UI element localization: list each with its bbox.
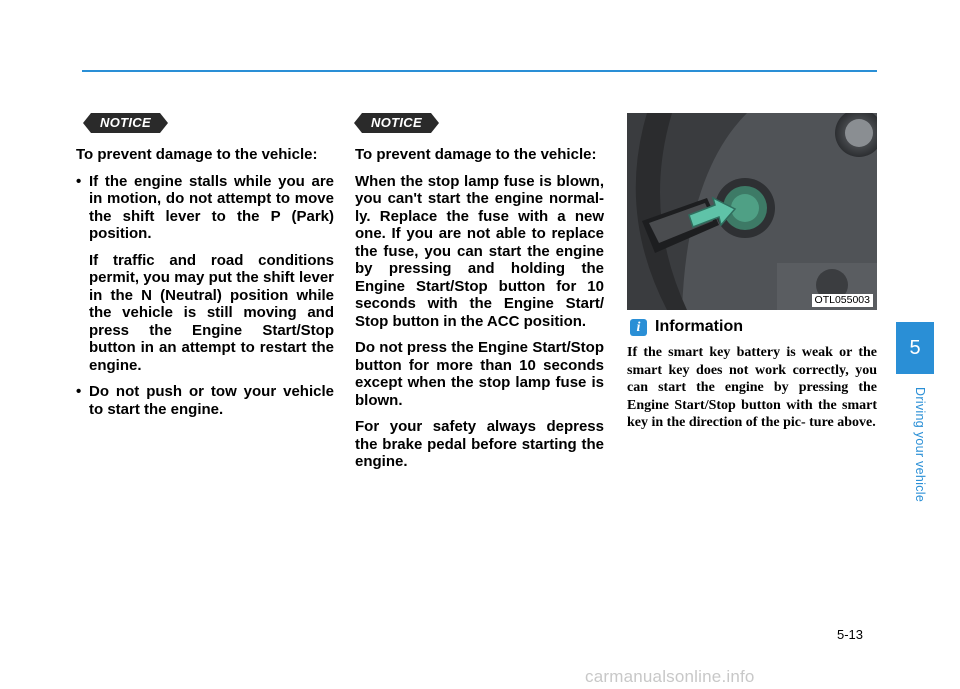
left-bullet-1-text: If the engine stalls while you are in motion, do not attempt to move the shift lever to the P (Park) position. bbox=[89, 172, 334, 242]
left-heading: To prevent damage to the vehicle: bbox=[76, 146, 318, 163]
start-button-photo bbox=[627, 113, 877, 310]
left-bullet-2 bbox=[76, 383, 334, 418]
middle-column bbox=[355, 146, 604, 480]
left-column bbox=[76, 146, 334, 427]
page-number: 5-13 bbox=[837, 627, 864, 642]
bullet-dot: • bbox=[76, 172, 82, 190]
figure-caption: OTL055003 bbox=[812, 294, 873, 307]
info-icon: i bbox=[630, 319, 647, 336]
watermark: carmanualsonline.info bbox=[585, 667, 755, 686]
notice-badge-left: NOTICE bbox=[91, 113, 160, 133]
left-bullet-1-cont: If traffic and road conditions permit, you may put the shift lever in the N (Neutral) position while the vehicle is still moving and press the Engine Start/Stop button in an attempt to restart the engine. bbox=[89, 251, 334, 374]
bullet-dot: • bbox=[76, 383, 82, 400]
notice-badge-middle: NOTICE bbox=[362, 113, 431, 133]
chapter-number-tab: 5 bbox=[896, 322, 934, 374]
information-title: Information bbox=[655, 318, 743, 335]
middle-paragraph-1: When the stop lamp fuse is blown, you can't start the engine normal- ly. Replace the fuse with a new one. If you are not able to replace the fuse, you can start the engine by pressing and holding the Engine Start/Stop button for 10 seconds with the Engine Start/ Stop button in the ACC position. bbox=[355, 172, 604, 330]
middle-paragraph-2: Do not press the Engine Start/Stop button for more than 10 seconds except when the stop lamp fuse is blown. bbox=[355, 339, 604, 409]
left-bullet-1 bbox=[76, 173, 334, 375]
information-body: If the smart key battery is weak or the smart key does not work correctly, you can start the engine by pressing the Engine Start/Stop button with the smart key in the direction of the pic- ture above. bbox=[627, 345, 877, 430]
top-rule bbox=[82, 70, 877, 72]
information-heading bbox=[630, 318, 743, 336]
middle-paragraph-3: For your safety always depress the brake pedal before starting the engine. bbox=[355, 418, 604, 470]
chapter-title: Driving your vehicle bbox=[913, 387, 927, 503]
middle-heading: To prevent damage to the vehicle: bbox=[355, 146, 597, 163]
left-bullet-2-text: Do not push or tow your vehicle to start the engine. bbox=[89, 383, 334, 418]
smart-key-illustration bbox=[627, 113, 877, 310]
